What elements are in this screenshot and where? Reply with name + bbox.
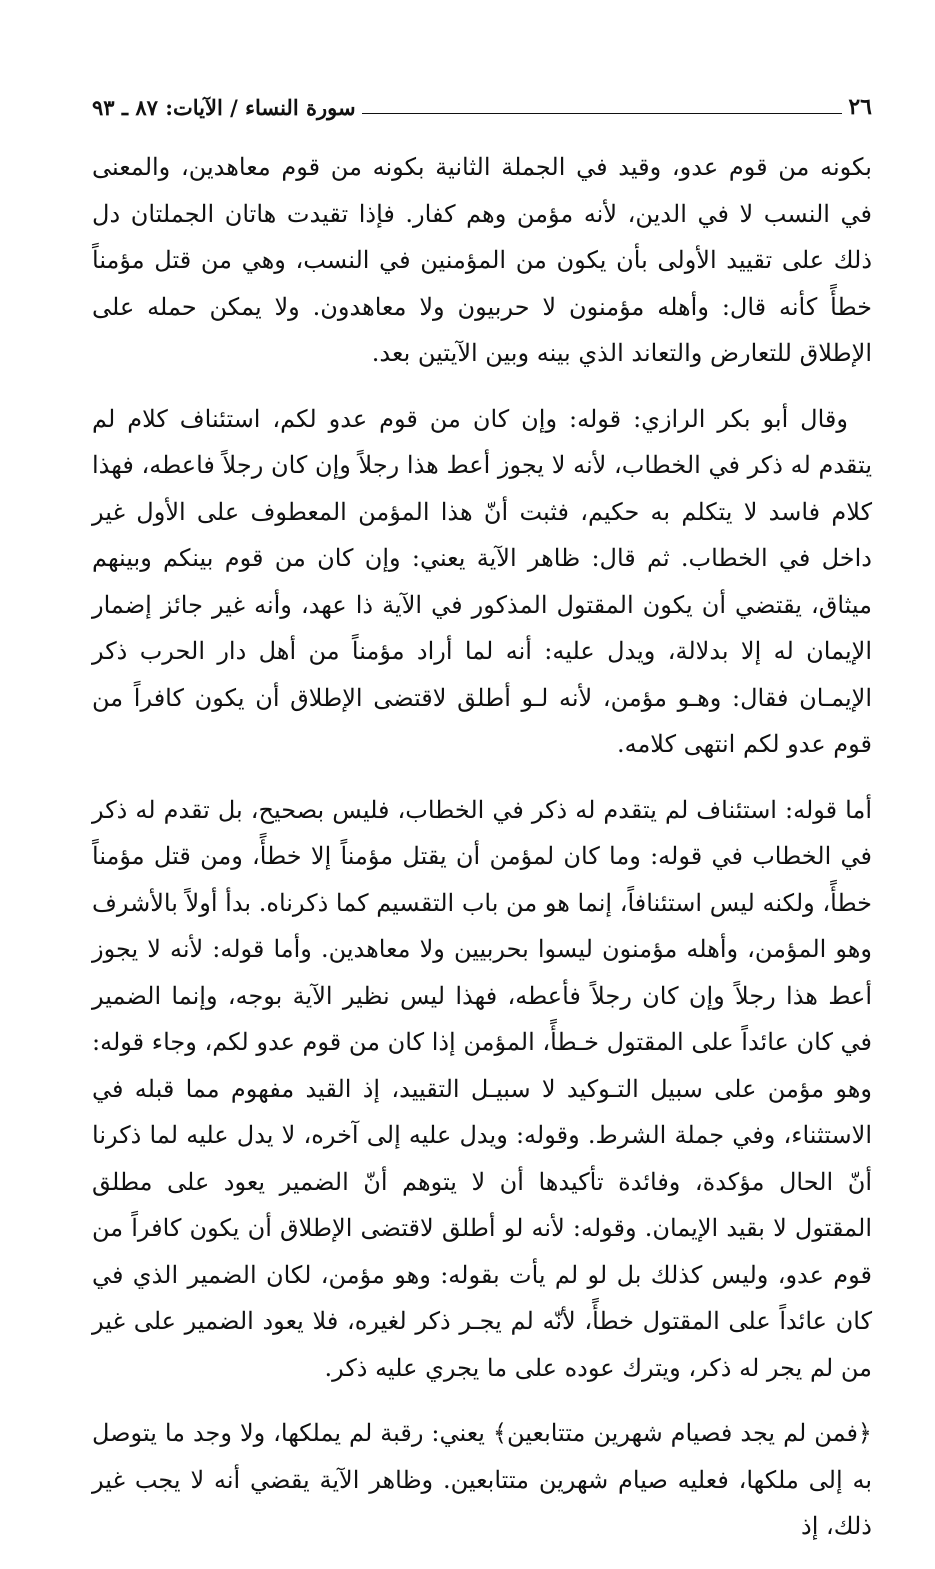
- paragraph: وقال أبو بكر الرازي: قوله: وإن كان من قوم عدو لكم، استئناف كلام لم يتقدم له ذكر في الخطاب، لأنه لا يجوز أعط هذا رجلاً وإن كان رجلاً فاعطه، فهذا كلام فاسد لا يتكلم به حكيم، فثبت أنّ هذا المؤمن المعطوف على الأول غير داخل في الخطاب. ثم قال: ظاهر الآية يعني: وإن كان من قوم بينكم وبينهم ميثاق، يقتضي أن يكون المقتول المذكور في الآية ذا عهد، وأنه غير جائز إضمار الإيمان له إلا بدلالة، ويدل عليه: أنه لما أراد مؤمناً من أهل دار الحرب ذكر الإيمـان فقال: وهـو مؤمن، لأنه لـو أطلق لاقتضى الإطلاق أن يكون كافراً من قوم عدو لكم انتهى كلامه.: [92, 404, 872, 758]
- page-number: ٢٦: [848, 93, 872, 120]
- paragraph: ﴿فمن لم يجد فصيام شهرين متتابعين﴾ يعني: رقبة لم يملكها، ولا وجد ما يتوصل به إلى ملكها، فعليه صيام شهرين متتابعين. وظاهر الآية يقضي أنه لا يجب غير ذلك، إذ: [92, 1419, 872, 1540]
- paragraph: بكونه من قوم عدو، وقيد في الجملة الثانية بكونه من قوم معاهدين، والمعنى في النسب لا في الدين، لأنه مؤمن وهم كفار. فإذا تقيدت هاتان الجملتان دل ذلك على تقييد الأولى بأن يكون من المؤمنين في النسب، وهي من قتل مؤمناً خطأً كأنه قال: وأهله مؤمنون لا حربيون ولا معاهدون. ولا يمكن حمله على الإطلاق للتعارض والتعاند الذي بينه وبين الآيتين بعد.: [92, 153, 873, 367]
- header-rule: [362, 113, 843, 114]
- running-header: [92, 90, 872, 120]
- running-title: سورة النساء / الآيات: ٨٧ ـ ٩٣: [92, 94, 356, 120]
- main-text: [92, 144, 872, 1569]
- paragraph: أما قوله: استئناف لم يتقدم له ذكر في الخطاب، فليس بصحيح، بل تقدم له ذكر في الخطاب في قوله: وما كان لمؤمن أن يقتل مؤمناً إلا خطأً، ومن قتل مؤمناً خطأً، ولكنه ليس استئنافاً، إنما هو من باب التقسيم كما ذكرناه. بدأ أولاً بالأشرف وهو المؤمن، وأهله مؤمنون ليسوا بحربيين ولا معاهدين. وأما قوله: لأنه لا يجوز أعط هذا رجلاً وإن كان رجلاً فأعطه، فهذا ليس نظير الآية بوجه، وإنما الضمير في كان عائداً على المقتول خـطأً، المؤمن إذا كان من قوم عدو لكم، وجاء قوله: وهو مؤمن على سبيل التـوكيد لا سبيـل التقييد، إذ القيد مفهوم مما قبله في الاستثناء، وفي جملة الشرط. وقوله: ويدل عليه إلى آخره، لا يدل عليه لما ذكرنا أنّ الحال مؤكدة، وفائدة تأكيدها أن لا يتوهم أنّ الضمير يعود على مطلق المقتول لا بقيد الإيمان. وقوله: لأنه لو أطلق لاقتضى الإطلاق أن يكون كافراً من قوم عدو، وليس كذلك بل لو لم يأت بقوله: وهو مؤمن، لكان الضمير الذي في كان عائداً على المقتول خطأً، لأنّه لم يجـر ذكر لغيره، فلا يعود الضمير على غير من لم يجر له ذكر، ويترك عوده على ما يجري عليه ذكر.: [92, 795, 873, 1382]
